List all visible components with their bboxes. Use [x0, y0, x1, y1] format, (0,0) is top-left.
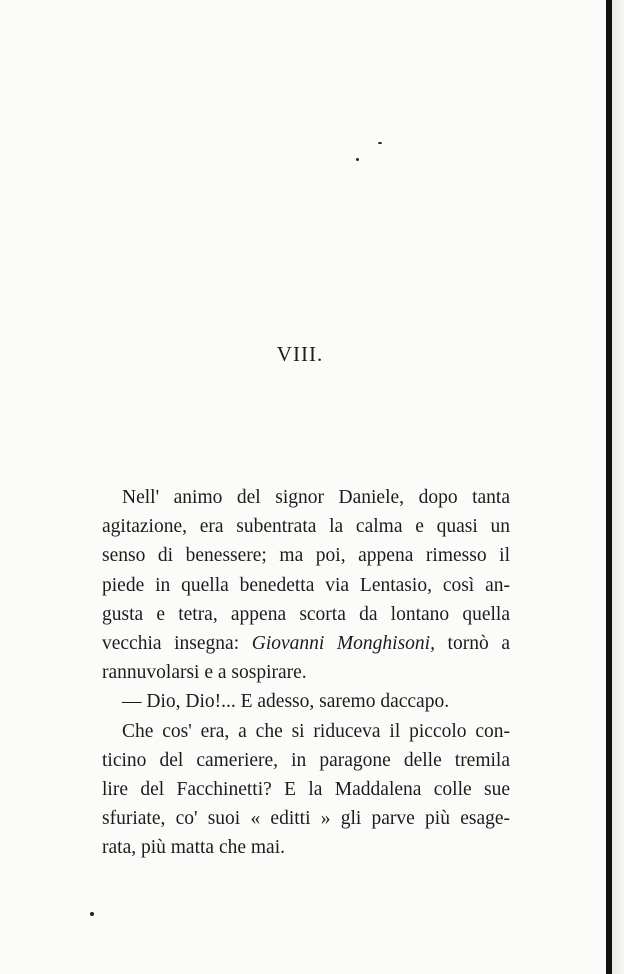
text-line: piede in quella benedetta via Lentasio, così an- [102, 574, 510, 596]
italic-shop-sign-name: Giovanni Monghisoni, [251, 633, 435, 655]
text-line: lire del Facchinetti? E la Maddalena colle sue [102, 779, 510, 801]
text-line: agitazione, era subentrata la calma e quasi un [102, 516, 510, 538]
ink-speck [90, 912, 94, 916]
page-binding-edge [606, 0, 612, 974]
ink-speck [378, 142, 382, 144]
text-segment: vecchia insegna: [102, 633, 252, 655]
text-line: rannuvolarsi e a sospirare. [102, 662, 307, 684]
text-line: gusta e tetra, appena scorta da lontano quella [102, 603, 510, 625]
text-line-with-italic [102, 629, 510, 658]
ink-speck [356, 158, 359, 161]
gutter-shade [612, 0, 624, 974]
body-text [102, 483, 510, 863]
text-line: Che cos' era, a che si riduceva il piccolo con- [122, 720, 510, 742]
text-line: rata, più matta che mai. [102, 837, 286, 859]
text-line-dialogue: — Dio, Dio!... E adesso, saremo daccapo. [122, 691, 450, 713]
chapter-title: VIII. [276, 342, 324, 366]
text-line: senso di benessere; ma poi, appena rimesso il [102, 545, 510, 567]
text-segment: tornò a [434, 633, 510, 655]
text-line: Nell' animo del signor Daniele, dopo tanta [122, 487, 510, 508]
text-line: sfuriate, co' suoi « editti » gli parve più esage- [102, 808, 510, 830]
text-line: ticino del cameriere, in paragone delle tremila [102, 749, 510, 771]
